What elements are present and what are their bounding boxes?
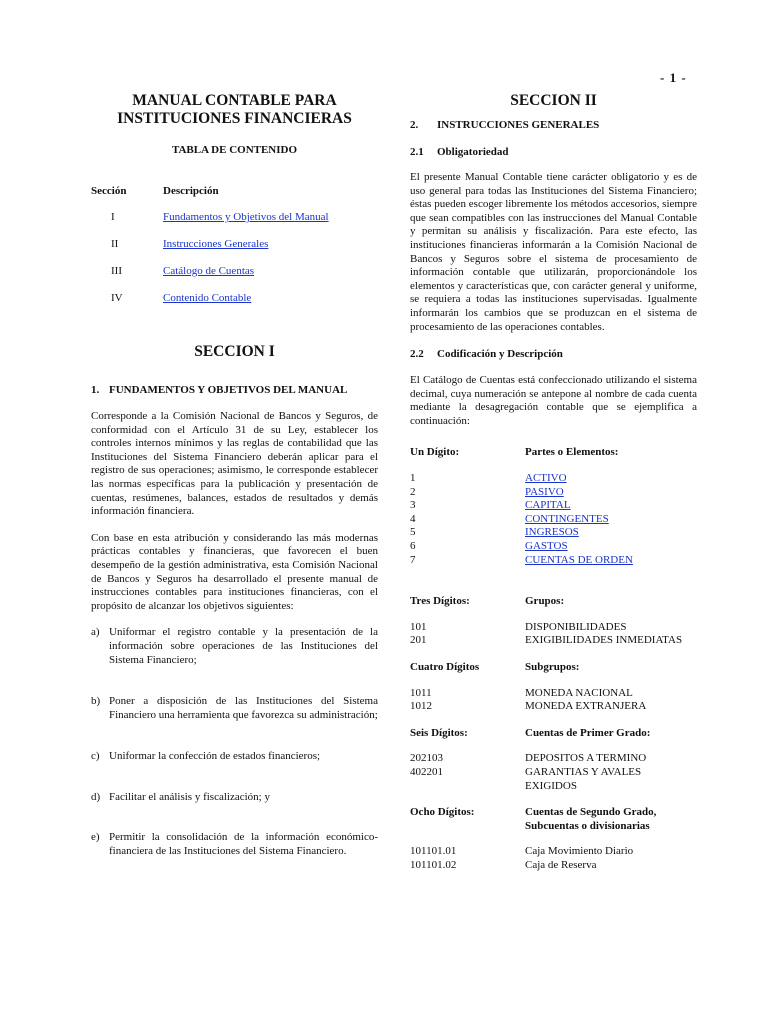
document-title: [91, 92, 378, 128]
toc-link-instrucciones[interactable]: Instrucciones Generales: [163, 238, 269, 250]
title-line-2: INSTITUCIONES FINANCIERAS: [117, 110, 352, 127]
table-row: [410, 845, 697, 859]
paragraph-codificacion: El Catálogo de Cuentas está confeccionado utilizando el sistema decimal, cuya numeración se antepone al nombre de cada cuenta mediante la desagregación contable que se ejemplifica a continuación:: [410, 374, 697, 427]
table-row: [410, 499, 697, 513]
heading-text: Obligatoriedad: [437, 146, 509, 158]
list-item-d: [91, 791, 378, 805]
account-name: DEPOSITOS A TERMINO: [525, 752, 647, 765]
account-link-capital[interactable]: CAPITAL: [525, 499, 571, 512]
table-row: [410, 513, 697, 527]
list-text: Permitir la consolidación de la información económico-financiera de las Instituciones del Sistema Financiero.: [109, 831, 378, 858]
table-row: [410, 687, 697, 701]
table-row: [410, 540, 697, 554]
table-row: [410, 766, 697, 793]
list-item-a: [91, 626, 378, 667]
toc-item-number: III: [111, 265, 122, 277]
heading-text: FUNDAMENTOS Y OBJETIVOS DEL MANUAL: [109, 384, 348, 396]
list-text: Facilitar el análisis y fiscalización; y: [109, 790, 270, 803]
list-marker: d): [91, 790, 101, 803]
grid-header-col2-line2: Subcuentas o divisionarias: [525, 819, 650, 832]
account-code: 6: [410, 540, 416, 553]
toc-item-number: II: [111, 238, 119, 250]
section-i-title: SECCION I: [194, 343, 275, 360]
account-name: MONEDA NACIONAL: [525, 686, 633, 699]
account-code: 5: [410, 526, 416, 539]
account-code: 101101.02: [410, 858, 457, 871]
section-2-heading: [410, 119, 697, 131]
account-code: 7: [410, 553, 416, 566]
grid-header-col2: Grupos:: [525, 595, 565, 608]
toc-header: [91, 185, 378, 197]
list-item-e: [91, 831, 378, 858]
table-row: [410, 554, 697, 568]
group-tres-digitos-list: [410, 621, 697, 648]
toc-link-fundamentos[interactable]: Fundamentos y Objetivos del Manual: [163, 211, 329, 223]
table-row: [410, 700, 697, 714]
toc-link-contenido[interactable]: Contenido Contable: [163, 292, 252, 304]
toc-header-description: Descripción: [163, 185, 219, 197]
toc-title: TABLA DE CONTENIDO: [171, 144, 298, 156]
section-1-heading: [91, 384, 378, 396]
list-marker: a): [91, 626, 100, 639]
account-link-contingentes[interactable]: CONTINGENTES: [525, 512, 609, 525]
section-2-1-heading: [410, 146, 697, 158]
account-code: 202103: [410, 752, 443, 765]
toc-item-2: [91, 238, 378, 250]
account-link-cuentas-de-orden[interactable]: CUENTAS DE ORDEN: [525, 553, 633, 566]
account-code: 1012: [410, 700, 432, 713]
grid-header-col2: Partes o Elementos:: [525, 445, 619, 458]
grid-header-col2: Cuentas de Primer Grado:: [525, 726, 651, 739]
list-marker: e): [91, 831, 100, 844]
account-name: Caja Movimiento Diario: [525, 845, 634, 858]
account-code: 4: [410, 512, 416, 525]
paragraph-2: Con base en esta atribución y considerando las más modernas prácticas contables y financieras, que favorecen el buen desempeño de la gestión administrativa, esta Comisión Nacional de Bancos y Seguros ha desarrollado el presente manual de instrucciones contables para instituciones financieras, con el propósito de alcanzar los objetivos siguientes:: [91, 531, 378, 612]
title-line-1: MANUAL CONTABLE PARA: [132, 92, 337, 109]
grid-header-col2: Subgrupos:: [525, 661, 580, 674]
toc-link-catalogo[interactable]: Catálogo de Cuentas: [163, 265, 255, 277]
grid-header-col1: Cuatro Dígitos: [410, 661, 480, 674]
table-row: [410, 634, 697, 648]
grid-header-col1: Un Dígito:: [410, 445, 460, 458]
account-code: 201: [410, 634, 427, 647]
group-seis-digitos-list: [410, 752, 697, 793]
toc-item-3: [91, 265, 378, 277]
group-cuatro-digitos-header: [410, 661, 697, 675]
toc-item-number: IV: [111, 292, 123, 304]
table-row: [410, 486, 697, 500]
account-name: EXIGIBILIDADES INMEDIATAS: [525, 634, 683, 647]
account-name: GARANTIAS Y AVALES EXIGIDOS: [525, 766, 642, 792]
table-row: [410, 526, 697, 540]
account-code: 2: [410, 485, 416, 498]
toc-header-section: Sección: [91, 185, 127, 197]
heading-text: Codificación y Descripción: [437, 348, 563, 361]
list-marker: c): [91, 750, 100, 763]
grid-header-col2: [525, 806, 697, 833]
section-ii-title: SECCION II: [510, 92, 597, 109]
account-code: 101: [410, 620, 427, 633]
section-2-2-heading: [410, 348, 697, 360]
grid-header-col1: Seis Dígitos:: [410, 726, 468, 739]
table-row: [410, 621, 697, 635]
toc-item-number: I: [111, 211, 115, 223]
account-code: 101101.01: [410, 845, 457, 858]
grid-header-col2-line1: Cuentas de Segundo Grado,: [525, 806, 657, 819]
list-text: Poner a disposición de las Instituciones del Sistema Financiero una herramienta que favorezca su administración;: [109, 695, 378, 721]
group-ocho-digitos-list: [410, 845, 697, 872]
heading-number: 2.1: [410, 146, 424, 158]
table-row: [410, 859, 697, 873]
account-code: 402201: [410, 766, 443, 778]
heading-text: INSTRUCCIONES GENERALES: [437, 119, 600, 131]
group-un-digito-list: [410, 472, 697, 567]
grid-header-col1: Ocho Dígitos:: [410, 806, 475, 819]
left-column: [91, 92, 378, 859]
group-seis-digitos-header: [410, 727, 697, 741]
account-link-ingresos[interactable]: INGRESOS: [525, 526, 579, 539]
group-un-digito-header: [410, 446, 697, 460]
grid-header-col1: Tres Dígitos:: [410, 595, 470, 608]
table-row: [410, 472, 697, 486]
account-code: 1: [410, 472, 416, 485]
list-marker: b): [91, 695, 101, 708]
list-item-c: [91, 750, 378, 764]
list-item-b: [91, 695, 378, 722]
paragraph-obligatoriedad: El presente Manual Contable tiene carácter obligatorio y es de uso general para todas las Instituciones del Sistema Financiero; éstas pueden escoger libremente los métodos accesorios, siempre que sean compatibles con las instrucciones del Manual Contable y permitan su análisis y fiscalización. Para este efecto, las instituciones financieras informarán a la Comisión Nacional de Bancos y Seguros sobre el sistema de procesamiento de información contable que utilizarán, proporcionándole los elementos y características que, con carácter general y uniforme, se requiera a todas las instituciones supervisadas. Igualmente informarán los cambios que se produzcan en el sistema de procesamiento de las operaciones contables.: [410, 171, 697, 333]
heading-number: 2.2: [410, 348, 424, 361]
page-number: - 1 -: [660, 70, 687, 85]
toc-item-1: [91, 211, 378, 223]
toc-item-4: [91, 292, 378, 304]
account-name: Caja de Reserva: [525, 858, 597, 871]
heading-number: 2.: [410, 119, 419, 131]
paragraph-1: Corresponde a la Comisión Nacional de Bancos y Seguros, de conformidad con el Artículo 31 de su Ley, establecer los controles internos mínimos y las reglas de contabilidad que las Instituciones del Sistema Financiero deberán aplicar para el registro de sus operaciones; asimismo, le corresponde establecer las normas específicas para la publicación y presentación de cuentas, resúmenes, balances, estados de resultados y demás información financiera.: [91, 410, 378, 518]
account-name: DISPONIBILIDADES: [525, 620, 627, 633]
account-link-activo[interactable]: ACTIVO: [525, 472, 567, 485]
account-link-gastos[interactable]: GASTOS: [525, 540, 568, 553]
right-column: [410, 92, 697, 873]
account-link-pasivo[interactable]: PASIVO: [525, 485, 564, 498]
table-row: [410, 752, 697, 766]
group-ocho-digitos-header: [410, 806, 697, 833]
account-name: MONEDA EXTRANJERA: [525, 700, 647, 713]
account-code: 3: [410, 499, 416, 512]
list-text: Uniformar la confección de estados financieros;: [109, 750, 321, 763]
heading-number: 1.: [91, 384, 100, 396]
list-text: Uniformar el registro contable y la presentación de la información sobre operaciones de las Instituciones del Sistema Financiero;: [109, 626, 378, 666]
account-code: 1011: [410, 686, 432, 699]
group-tres-digitos-header: [410, 595, 697, 609]
group-cuatro-digitos-list: [410, 687, 697, 714]
